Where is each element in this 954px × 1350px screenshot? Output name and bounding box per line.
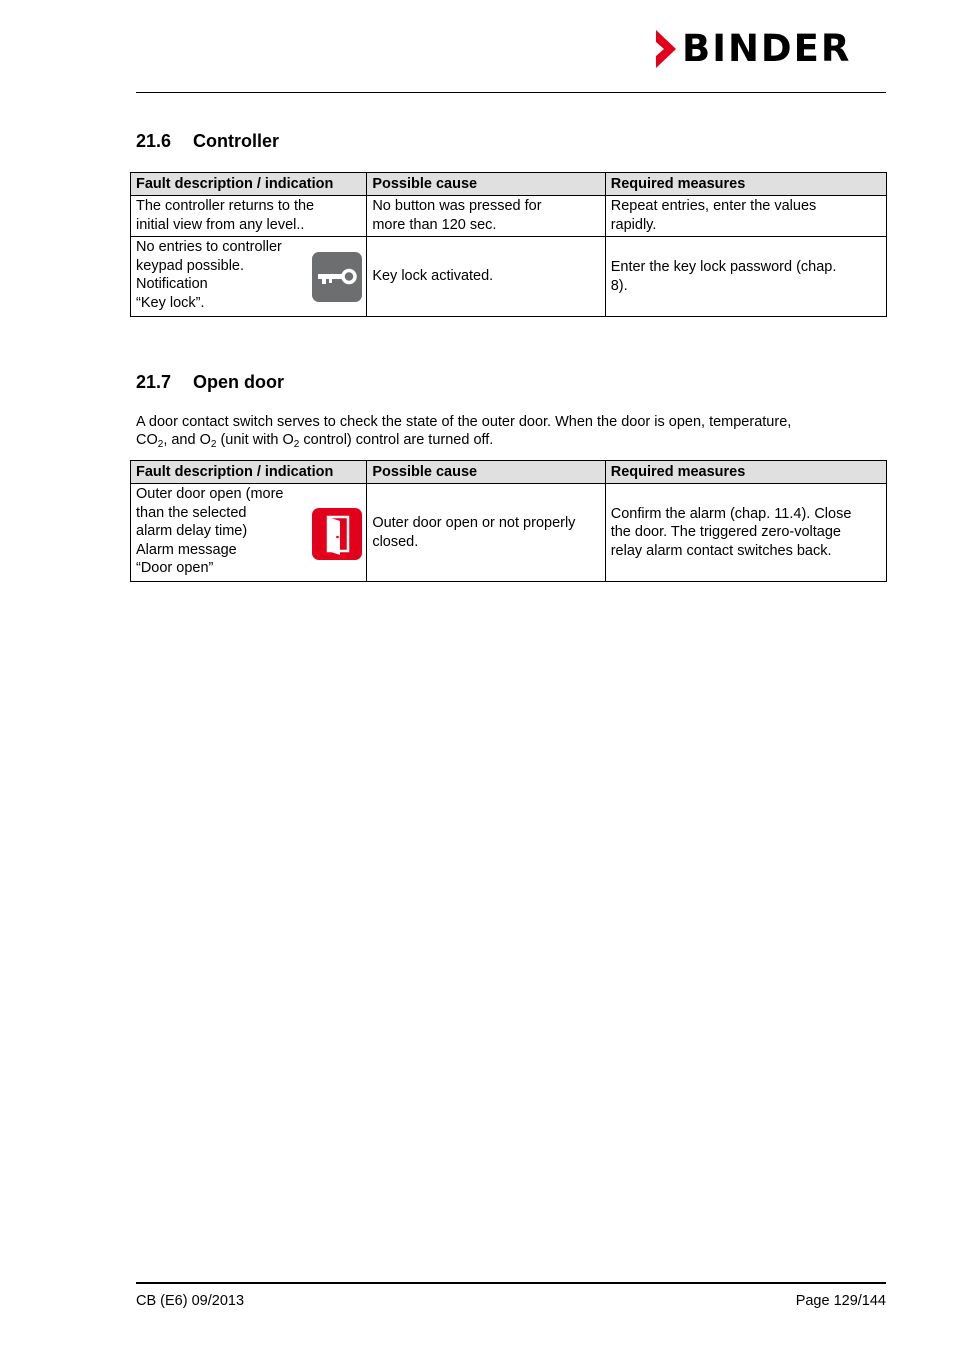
header-rule: [136, 92, 886, 93]
section-heading-controller: [136, 131, 279, 151]
table-header-row: [131, 173, 887, 196]
section-title: Open door: [193, 372, 284, 392]
measures-cell: Repeat entries, enter the values rapidly.: [605, 196, 886, 237]
table-row: [131, 196, 887, 237]
footer-rule: [136, 1282, 886, 1284]
open-door-fault-table: [130, 460, 887, 582]
fault-cell: Outer door open (more than the selected alarm delay time) Alarm message “Door open”: [131, 484, 367, 582]
door-description-paragraph: A door contact switch serves to check the state of the outer door. When the door is open, temperature, $CO_2$, and $O_2$ (unit with $O_2$ control) control are turned off.: [136, 414, 792, 450]
table-header-row: [131, 461, 887, 484]
section-number: 21.6: [136, 131, 172, 151]
binder-logo: [654, 27, 886, 70]
fault-cell: No entries to controller keypad possible. Notification “Key lock”.: [131, 237, 367, 317]
section-number: 21.7: [136, 372, 172, 392]
column-header: Possible cause: [367, 173, 605, 196]
cause-cell: Outer door open or not properly closed.: [367, 484, 605, 582]
table-row: [131, 484, 887, 582]
measures-cell: Confirm the alarm (chap. 11.4). Close the door. The triggered zero-voltage relay alarm contact switches back.: [605, 484, 886, 582]
controller-fault-table: [130, 172, 887, 317]
measures-cell: Enter the key lock password (chap. 8).: [605, 237, 886, 317]
column-header: Fault description / indication: [131, 173, 367, 196]
section-title: Controller: [193, 131, 280, 151]
fault-cell: The controller returns to the initial view from any level..: [131, 196, 367, 237]
logo-text: BINDER: [682, 27, 852, 70]
cause-cell: Key lock activated.: [367, 237, 605, 317]
cause-cell: No button was pressed for more than 120 sec.: [367, 196, 605, 237]
page-number: Page 129/144: [795, 1293, 886, 1309]
table-row: [131, 237, 887, 317]
column-header: Possible cause: [367, 461, 605, 484]
section-heading-open-door: [136, 372, 284, 392]
logo-chevron-icon: [654, 30, 678, 68]
column-header: Required measures: [605, 461, 886, 484]
column-header: Required measures: [605, 173, 886, 196]
column-header: Fault description / indication: [131, 461, 367, 484]
document-id: CB (E6) 09/2013: [136, 1293, 245, 1309]
key-lock-icon: [312, 252, 362, 302]
door-open-icon: [312, 508, 362, 558]
